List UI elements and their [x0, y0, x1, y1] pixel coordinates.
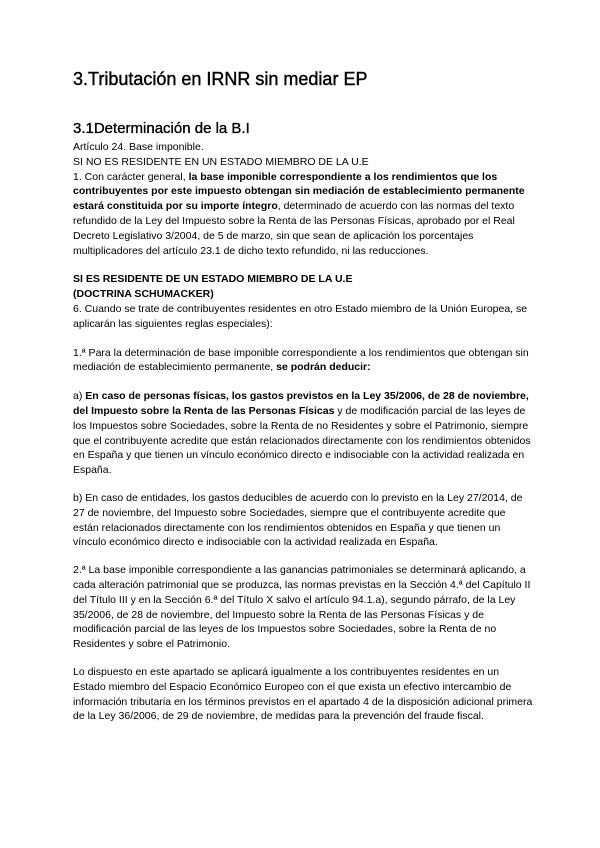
emphasis: la base imponible correspondiente a los rendimientos que los contribuyentes por este impuesto obtengan sin mediación de establecimiento permanente estará constituida por su importe íntegro — [73, 170, 525, 213]
rule-1: 1.ª Para la determinación de base imponible correspondiente a los rendimientos que obtengan sin mediación de establecimiento permanente, se podrán deducir: — [73, 346, 529, 374]
paragraph-6: 6. Cuando se trate de contribuyentes residentes en otro Estado miembro de la Unión Europea, se aplicarán las siguientes reglas especiales): — [73, 302, 528, 330]
item-b: b) En caso de entidades, los gastos deducibles de acuerdo con lo previsto en la Ley 27/2014, de 27 de noviembre, del Impuesto sobre Sociedades, siempre que el contribuyente acredite que están relacionados directamente con los rendimientos obtenidos en España y que tienen un vínculo económico directo e indisociable con la actividad realizada en España. — [73, 491, 523, 549]
document-body — [73, 68, 533, 724]
item-a: a) En caso de personas físicas, los gastos previstos en la Ley 35/2006, de 28 de noviembre, del Impuesto sobre la Renta de las Personas Físicas y de modificación parcial de las leyes de los Impuestos sobre Sociedades, sobre la Renta de no Residentes y sobre el Patrimonio, siempre que el contribuyente acredite que están relacionados directamente con los rendimientos obtenidos en España y que tienen un vínculo económico directo e indisociable con la actividad realizada en España. — [73, 390, 531, 477]
rule-2: 2.ª La base imponible correspondiente a las ganancias patrimoniales se determinará aplicando, a cada alteración patrimonial que se produzca, las normas previstas en la Sección 4.ª del Capítulo II del Título III y en la Sección 6.ª del Título X salvo el artículo 94.1.a), segundo párrafo, de la Ley 35/2006, de 28 de noviembre, del Impuesto sobre la Renta de las Personas Físicas y de modificación parcial de las leyes de los Impuestos sobre Sociedades, sobre la Renta de no Residentes y sobre el Patrimonio. — [73, 564, 531, 651]
subsection-heading: 3.1Determinación de la B.I — [73, 120, 250, 137]
section-heading: 3.Tributación en IRNR sin mediar EP — [73, 69, 368, 89]
final-paragraph: Lo dispuesto en este apartado se aplicará igualmente a los contribuyentes residentes en un Estado miembro del Espacio Económico Europeo con el que exista un efectivo intercambio de información tributaria en los términos previstos en el apartado 4 de la disposición adicional primera de la Ley 36/2006, de 29 de noviembre, de medidas para la prevención del fraude fiscal. — [73, 665, 533, 723]
article-reference: Artículo 24. Base imponible. — [73, 141, 204, 153]
emphasis: En caso de personas físicas, los gastos previstos en la Ley 35/2006, de 28 de noviembre, del Impuesto sobre la Renta de las Personas Físicas — [73, 390, 529, 417]
resident-title: SI ES RESIDENTE DE UN ESTADO MIEMBRO DE LA U.E (DOCTRINA SCHUMACKER) — [73, 273, 353, 301]
emphasis: se podrán deducir: — [276, 361, 371, 374]
paragraph-1: 1. Con carácter general, la base imponible correspondiente a los rendimientos que los contribuyentes por este impuesto obtengan sin mediación de establecimiento permanente estará constituida por su importe íntegro, determinado de acuerdo con las normas del texto refundido de la Ley del Impuesto sobre la Renta de las Personas Físicas, aprobado por el Real Decreto Legislativo 3/2004, de 5 de marzo, sin que sean de aplicación los porcentajes multiplicadores del artículo 23.1 de dicho texto refundido, ni las reducciones. — [73, 170, 525, 257]
non-resident-title: SI NO ES RESIDENTE EN UN ESTADO MIEMBRO DE LA U.E — [73, 155, 369, 168]
